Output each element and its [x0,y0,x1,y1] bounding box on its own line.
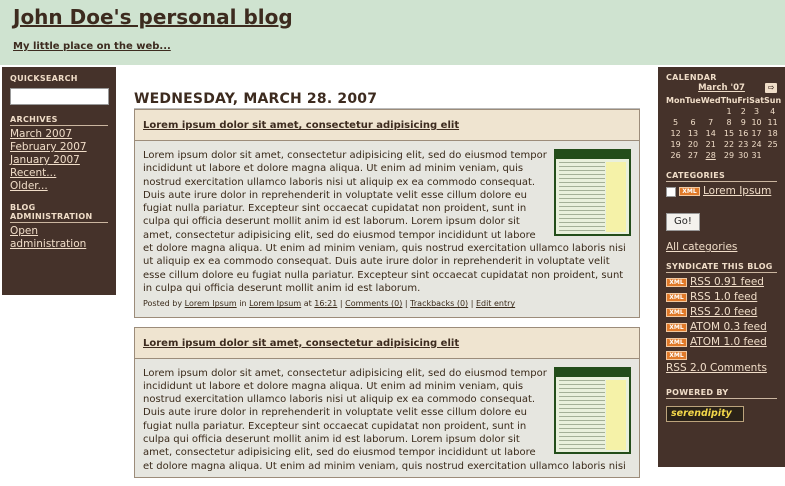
entry-title-link[interactable]: Lorem ipsum dolor sit amet, consectetur adipisicing elit [135,110,639,141]
atom-10-feed-link[interactable]: ATOM 1.0 feed [690,336,767,348]
syndicate-title: SYNDICATE THIS BLOG [666,262,777,273]
calendar-day: 11 [767,118,778,127]
calendar-day: 21 [705,140,716,149]
calendar-day [701,106,721,117]
comments-link[interactable]: Comments (0) [345,299,403,309]
calendar-title: CALENDAR [666,73,717,82]
calendar-day: 20 [687,140,699,149]
categories-block [666,171,777,254]
in-label: in [239,299,247,309]
calendar-day: 29 [723,151,735,160]
entry-thumbnail-image [554,149,631,236]
archive-link-older[interactable]: Older... [10,180,48,192]
calendar-weekday: Fri [737,96,750,105]
open-administration-link[interactable]: Open administration [10,225,87,250]
entry-footer: Posted by Lorem Ipsum in Lorem Ipsum at 16:21 | Comments (0) | Trackbacks (0) | Edit entry [143,299,516,309]
quicksearch-block [10,74,108,105]
left-sidebar [2,67,116,295]
category-row [666,184,777,199]
rss-20-comments-link[interactable]: RSS 2.0 Comments [666,362,767,374]
calendar-day: 16 [738,129,749,138]
time-link[interactable]: 16:21 [314,299,338,309]
calendar-weekday: Thu [720,96,738,105]
go-button[interactable]: Go! [666,213,700,231]
trackbacks-link[interactable]: Trackbacks (0) [410,299,469,309]
calendar-day [666,106,685,117]
category-checkbox[interactable] [666,187,676,197]
archive-link-february-2007[interactable]: February 2007 [10,141,87,153]
calendar-day [764,150,781,161]
calendar-block [666,73,782,161]
calendar-month-link[interactable]: March '07 [698,83,745,93]
calendar-day: 18 [767,129,778,138]
category-link[interactable]: Lorem Ipsum [249,299,302,309]
rss-091-feed-link[interactable]: RSS 0.91 feed [690,276,764,288]
calendar-day: 27 [687,151,699,160]
serendipity-logo[interactable]: serendipity [666,406,744,422]
author-link[interactable]: Lorem Ipsum [184,299,237,309]
calendar-day: 22 [723,140,735,149]
calendar-day: 25 [767,140,778,149]
blog-header [0,0,785,65]
xml-feed-icon[interactable]: XML [666,323,687,332]
syndicate-block [666,262,777,376]
calendar-day: 23 [738,140,749,149]
calendar-day: 4 [770,107,776,116]
entry-2 [134,327,640,478]
calendar-weekday: Wed [700,96,721,105]
calendar-day: 14 [705,129,716,138]
calendar-day: 31 [751,151,762,160]
xml-feed-icon[interactable]: XML [679,187,700,196]
blog-description-link[interactable]: My little place on the web... [13,41,171,52]
entry-title-link[interactable]: Lorem ipsum dolor sit amet, consectetur adipisicing elit [135,328,639,359]
calendar-day: 6 [690,118,696,127]
posted-by-label: Posted by [143,299,183,309]
category-lorem-ipsum-link[interactable]: Lorem Ipsum [703,185,772,197]
calendar-month-header [666,83,777,95]
calendar-weekday: Sat [749,96,765,105]
calendar-next-arrow-icon[interactable]: ⇨ [765,83,777,93]
calendar-weekday: Tue [685,96,701,105]
atom-03-feed-link[interactable]: ATOM 0.3 feed [690,321,767,333]
quicksearch-input[interactable] [10,88,109,105]
powered-block [666,388,777,422]
all-categories-link[interactable]: All categories [666,241,738,253]
xml-feed-icon[interactable]: XML [666,351,687,360]
entry-text: Lorem ipsum dolor sit amet, consectetur adipisicing elit, sed do eiusmod tempor incididunt ut labore et dolore magna aliqua. Ut enim ad minim veniam, quis nostrud exercitation ullamco laboris nisi ut aliquip ex ea commodo consequat. Duis aute irure dolor in reprehenderit in voluptate velit esse cillum dolore eu fugiat nulla pariatur. Excepteur sint occaecat cupidatat non proident, sunt in culpa qui officia deserunt mollit anim id est laborum. Lorem ipsum dolor sit amet, consectetur adipisicing elit, sed do eiusmod tempor incididunt ut labore et dolore magna aliqua. Ut enim ad minim veniam, quis nostrud exercitation ullamco laboris nisi ut aliquip ex ea commodo consequat. Duis aute irure dolor in reprehenderit in voluptate velit esse cillum dolore eu fugiat nulla pariatur. Excepteur sint occaecat cupidatat non proident, sunt in culpa qui officia deserunt mollit anim id est laborum. [143,150,626,294]
calendar-day: 10 [751,118,762,127]
calendar-weekday: Mon [666,96,686,105]
calendar-grid [666,95,781,161]
entry-body [135,141,639,317]
calendar-day [685,106,701,117]
entry-thumbnail-image [554,367,631,454]
calendar-weekday: Sun [764,96,782,105]
calendar-day: 19 [670,140,681,149]
rss-10-feed-link[interactable]: RSS 1.0 feed [690,291,758,303]
rss-20-feed-link[interactable]: RSS 2.0 feed [690,306,758,318]
quicksearch-title: QUICKSEARCH [10,74,78,83]
blog-title-link[interactable]: John Doe's personal blog [13,5,293,29]
main-content [134,91,640,478]
calendar-day: 13 [687,129,699,138]
calendar-day: 17 [751,129,762,138]
powered-title: POWERED BY [666,388,777,399]
archive-link-recent[interactable]: Recent... [10,167,57,179]
calendar-day: 15 [723,129,735,138]
calendar-day: 24 [751,140,762,149]
archives-title: ARCHIVES [10,115,108,126]
calendar-day: 3 [754,107,760,116]
calendar-day: 9 [740,118,746,127]
archive-link-january-2007[interactable]: January 2007 [10,154,80,166]
calendar-day: 30 [738,151,749,160]
date-header: WEDNESDAY, MARCH 28. 2007 [134,91,640,109]
right-sidebar [658,67,785,467]
calendar-day: 26 [670,151,681,160]
archives-block [10,115,108,193]
calendar-day: 5 [673,118,679,127]
entry-body [135,359,639,477]
xml-feed-icon[interactable]: XML [666,278,687,287]
categories-title: CATEGORIES [666,171,777,182]
at-label: at [303,299,312,309]
xml-feed-icon[interactable]: XML [666,338,687,347]
calendar-day: 12 [670,129,681,138]
xml-feed-icon[interactable]: XML [666,308,687,317]
calendar-day-link[interactable]: 28 [705,151,716,160]
entry-1 [134,109,640,318]
entry-text: Lorem ipsum dolor sit amet, consectetur adipisicing elit, sed do eiusmod tempor incididunt ut labore et dolore magna aliqua. Ut enim ad minim veniam, quis nostrud exercitation ullamco laboris nisi ut aliquip ex ea commodo consequat. Duis aute irure dolor in reprehenderit in voluptate velit esse cillum dolore eu fugiat nulla pariatur. Excepteur sint occaecat cupidatat non proident, sunt in culpa qui officia deserunt mollit anim id est laborum. Lorem ipsum dolor sit amet, consectetur adipisicing elit, sed do eiusmod tempor incididunt ut labore et dolore magna aliqua. Ut enim ad minim veniam, quis nostrud exercitation ullamco laboris nisi [143,367,626,472]
calendar-day: 1 [726,107,732,116]
calendar-day: 8 [726,118,732,127]
admin-block [10,203,108,251]
calendar-day: 2 [740,107,746,116]
admin-title: BLOG ADMINISTRATION [10,203,108,223]
calendar-day: 7 [708,118,714,127]
calendar-day [701,150,721,161]
archive-link-march-2007[interactable]: March 2007 [10,128,73,140]
xml-feed-icon[interactable]: XML [666,293,687,302]
edit-entry-link[interactable]: Edit entry [475,299,516,309]
